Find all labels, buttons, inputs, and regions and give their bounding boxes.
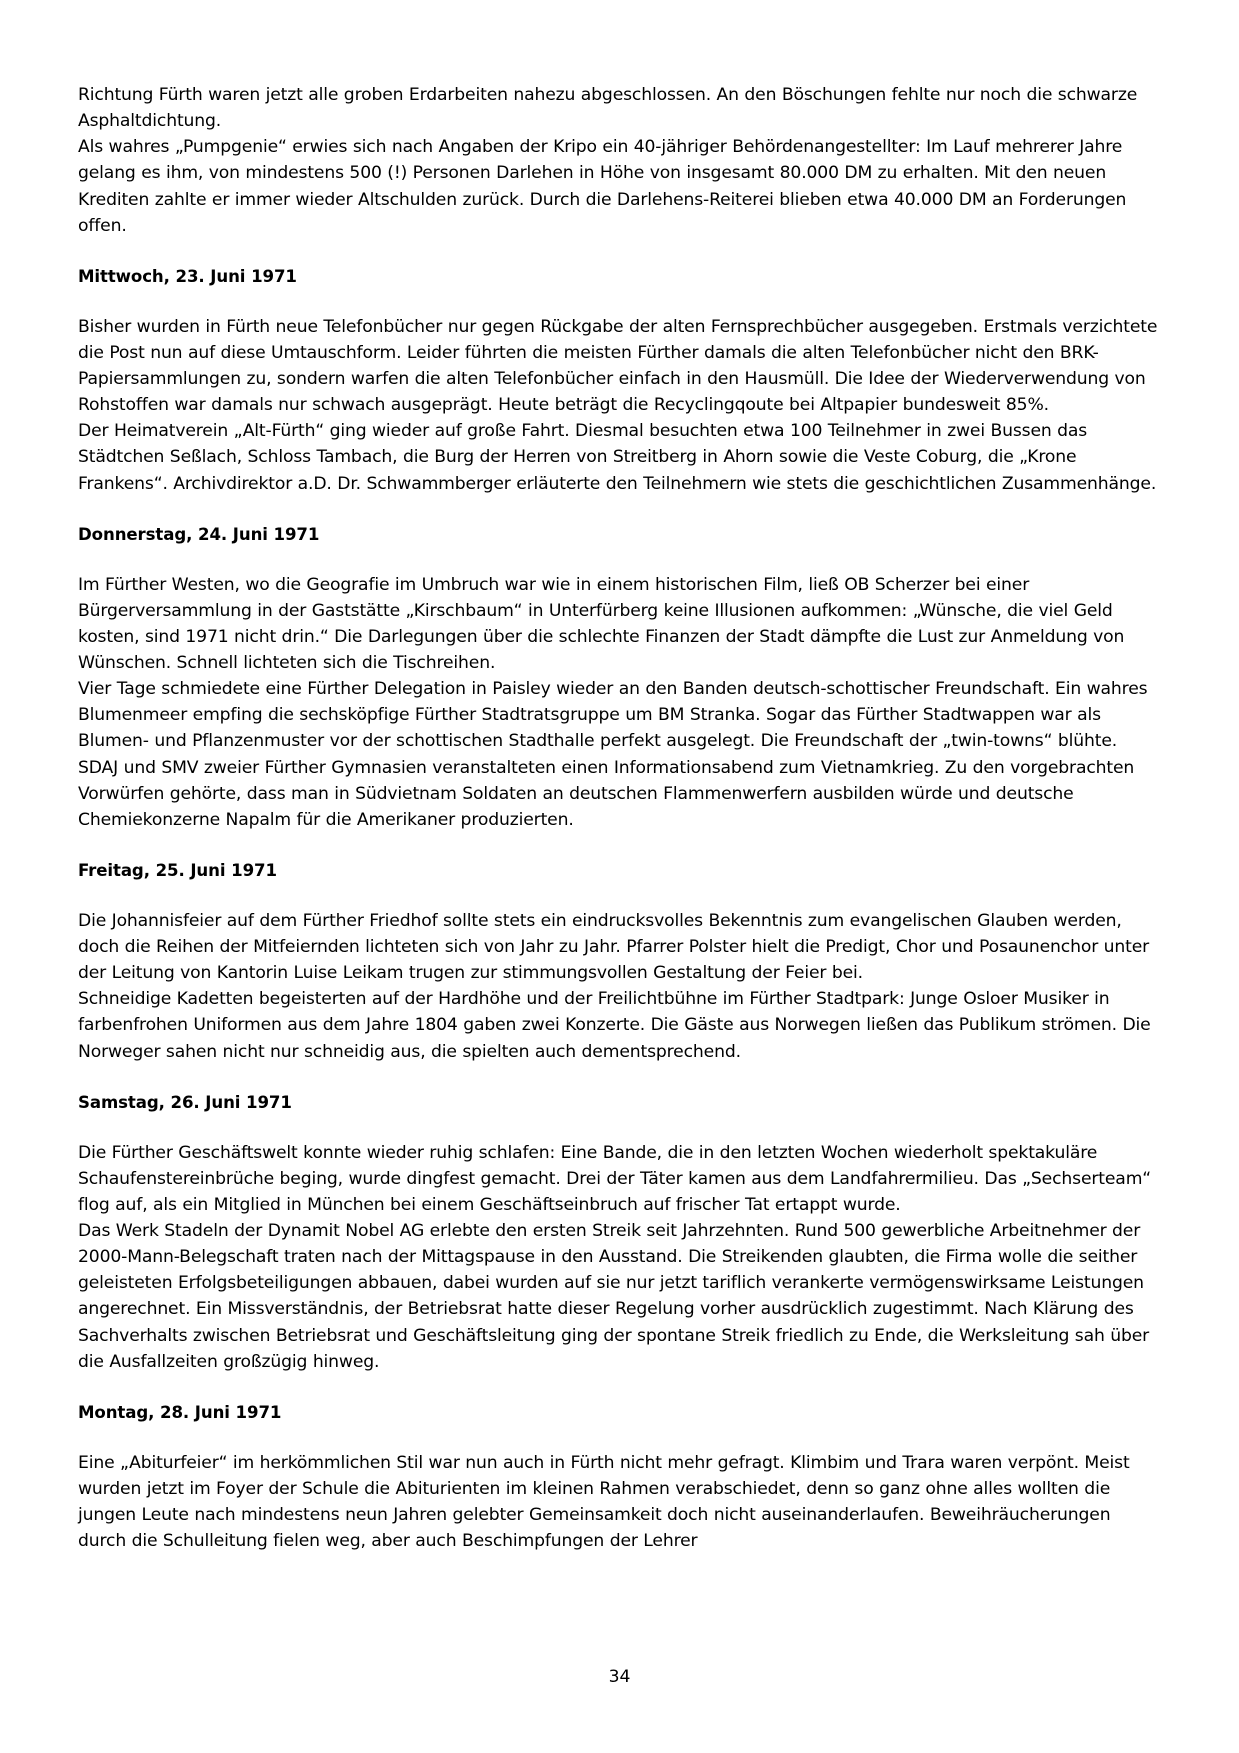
date-heading-mittwoch: Mittwoch, 23. Juni 1971: [78, 266, 297, 286]
paragraph: Das Werk Stadeln der Dynamit Nobel AG erlebte den ersten Streik seit Jahrzehnten. Rund 500 gewerbliche Arbeitnehmer der 2000-Mann-Belegschaft traten nach der Mittagspause in den Ausstand. Die Streikenden glaubten, die Firma wolle die seither geleisteten Erfolgsbeteiligungen abbauen, dabei wurden auf sie nur jetzt tariflich verankerte vermögenswirksame Leistungen angerechnet. Ein Missverständnis, der Betriebsrat hatte dieser Regelung vorher ausdrücklich zugestimmt. Nach Klärung des Sachverhalts zwischen Betriebsrat und Geschäftsleitung ging der spontane Streik friedlich zu Ende, die Werksleitung sah über die Ausfallzeiten großzügig hinweg.: [78, 1221, 1150, 1372]
paragraph: Die Johannisfeier auf dem Fürther Friedhof sollte stets ein eindrucksvolles Bekenntnis zum evangelischen Glauben werden, doch die Reihen der Mitfeiernden lichteten sich von Jahr zu Jahr. Pfarrer Polster hielt die Predigt, Chor und Posaunenchor unter der Leitung von Kantorin Luise Leikam trugen zur stimmungsvollen Gestaltung der Feier bei.: [78, 910, 1150, 984]
spacer: [78, 884, 1163, 908]
spacer: [78, 1375, 1163, 1401]
page-content: [78, 82, 1163, 1554]
paragraph: Vier Tage schmiedete eine Fürther Delegation in Paisley wieder an den Banden deutsch-schottischer Freundschaft. Ein wahres Blumenmeer empfing die sechsköpfige Fürther Stadtratsgruppe um BM Stranka. Sogar das Fürther Stadtwappen war als Blumen- und Pflanzenmuster vor der schottischen Stadthalle perfekt ausgelegt. Die Freundschaft der „twin-towns“ blühte.: [78, 679, 1148, 752]
paragraph: Die Fürther Geschäftswelt konnte wieder ruhig schlafen: Eine Bande, die in den letzten Wochen wiederholt spektakuläre Schaufenstereinbrüche beging, wurde dingfest gemacht. Drei der Täter kamen aus dem Landfahrermilieu. Das „Sechserteam“ flog auf, als ein Mitglied in München bei einem Geschäftseinbruch auf frischer Tat ertappt wurde.: [78, 1142, 1152, 1215]
spacer: [78, 833, 1163, 859]
spacer: [78, 239, 1163, 265]
spacer: [78, 1065, 1163, 1091]
paragraph: Eine „Abiturfeier“ im herkömmlichen Stil war nun auch in Fürth nicht mehr gefragt. Klimbim und Trara waren verpönt. Meist wurden jetzt im Foyer der Schule die Abiturienten im kleinen Rahmen verabschiedet, denn so ganz ohne alles wollten die jungen Leute nach mindestens neun Jahren gelebter Gemeinsamkeit doch nicht auseinanderlaufen. Beweihräucherungen durch die Schulleitung fielen weg, aber auch Beschimpfungen der Lehrer: [78, 1452, 1130, 1552]
spacer: [78, 290, 1163, 314]
paragraph: Richtung Fürth waren jetzt alle groben Erdarbeiten nahezu abgeschlossen. An den Böschungen fehlte nur noch die schwarze Asphaltdichtung.: [78, 85, 1138, 132]
spacer: [78, 1116, 1163, 1140]
date-heading-samstag: Samstag, 26. Juni 1971: [78, 1092, 292, 1112]
paragraph: Im Fürther Westen, wo die Geografie im Umbruch war wie in einem historischen Film, ließ OB Scherzer bei einer Bürgerversammlung in der Gaststätte „Kirschbaum“ in Unterfürberg keine Illusionen aufkommen: „Wünsche, die viel Geld kosten, sind 1971 nicht drin.“ Die Darlegungen über die schlechte Finanzen der Stadt dämpfte die Lust zur Anmeldung von Wünschen. Schnell lichteten sich die Tischreihen.: [78, 574, 1125, 674]
spacer: [78, 497, 1163, 523]
spacer: [78, 1426, 1163, 1450]
date-heading-freitag: Freitag, 25. Juni 1971: [78, 861, 277, 881]
paragraph: SDAJ und SMV zweier Fürther Gymnasien veranstalteten einen Informationsabend zum Vietnamkrieg. Zu den vorgebrachten Vorwürfen gehörte, dass man in Südvietnam Soldaten an deutschen Flammenwerfern ausbilden würde und deutsche Chemiekonzerne Napalm für die Amerikaner produzierten.: [78, 757, 1135, 830]
paragraph: Bisher wurden in Fürth neue Telefonbücher nur gegen Rückgabe der alten Fernsprechbücher ausgegeben. Erstmals verzichtete die Post nun auf diese Umtauschform. Leider führten die meisten Fürther damals die alten Telefonbücher nicht den BRK-Papiersammlungen zu, sondern warfen die alten Telefonbücher einfach in den Hausmüll. Die Idee der Wiederverwendung von Rohstoffen war damals nur schwach ausgeprägt. Heute beträgt die Recyclingqoute bei Altpapier bundesweit 85%.: [78, 316, 1158, 416]
page-number: 34: [608, 1667, 631, 1687]
paragraph: Schneidige Kadetten begeisterten auf der Hardhöhe und der Freilichtbühne im Fürther Stadtpark: Junge Osloer Musiker in farbenfrohen Uniformen aus dem Jahre 1804 gaben zwei Konzerte. Die Gäste aus Norwegen ließen das Publikum strömen. Die Norweger sahen nicht nur schneidig aus, die spielten auch dementsprechend.: [78, 989, 1151, 1062]
date-heading-donnerstag: Donnerstag, 24. Juni 1971: [78, 524, 320, 544]
paragraph: Als wahres „Pumpgenie“ erwies sich nach Angaben der Kripo ein 40-jähriger Behördenangestellter: Im Lauf mehrerer Jahre gelang es ihm, von mindestens 500 (!) Personen Darlehen in Höhe von insgesamt 80.000 DM zu erhalten. Mit den neuen Krediten zahlte er immer wieder Altschulden zurück. Durch die Darlehens-Reiterei blieben etwa 40.000 DM an Forderungen offen.: [78, 137, 1127, 236]
spacer: [78, 548, 1163, 572]
date-heading-montag: Montag, 28. Juni 1971: [78, 1402, 282, 1422]
paragraph: Der Heimatverein „Alt-Fürth“ ging wieder auf große Fahrt. Diesmal besuchten etwa 100 Teilnehmer in zwei Bussen das Städtchen Seßlach, Schloss Tambach, die Burg der Herren von Streitberg in Ahorn sowie die Veste Coburg, die „Krone Frankens“. Archivdirektor a.D. Dr. Schwammberger erläuterte den Teilnehmern wie stets die geschichtlichen Zusammenhänge.: [78, 421, 1157, 494]
